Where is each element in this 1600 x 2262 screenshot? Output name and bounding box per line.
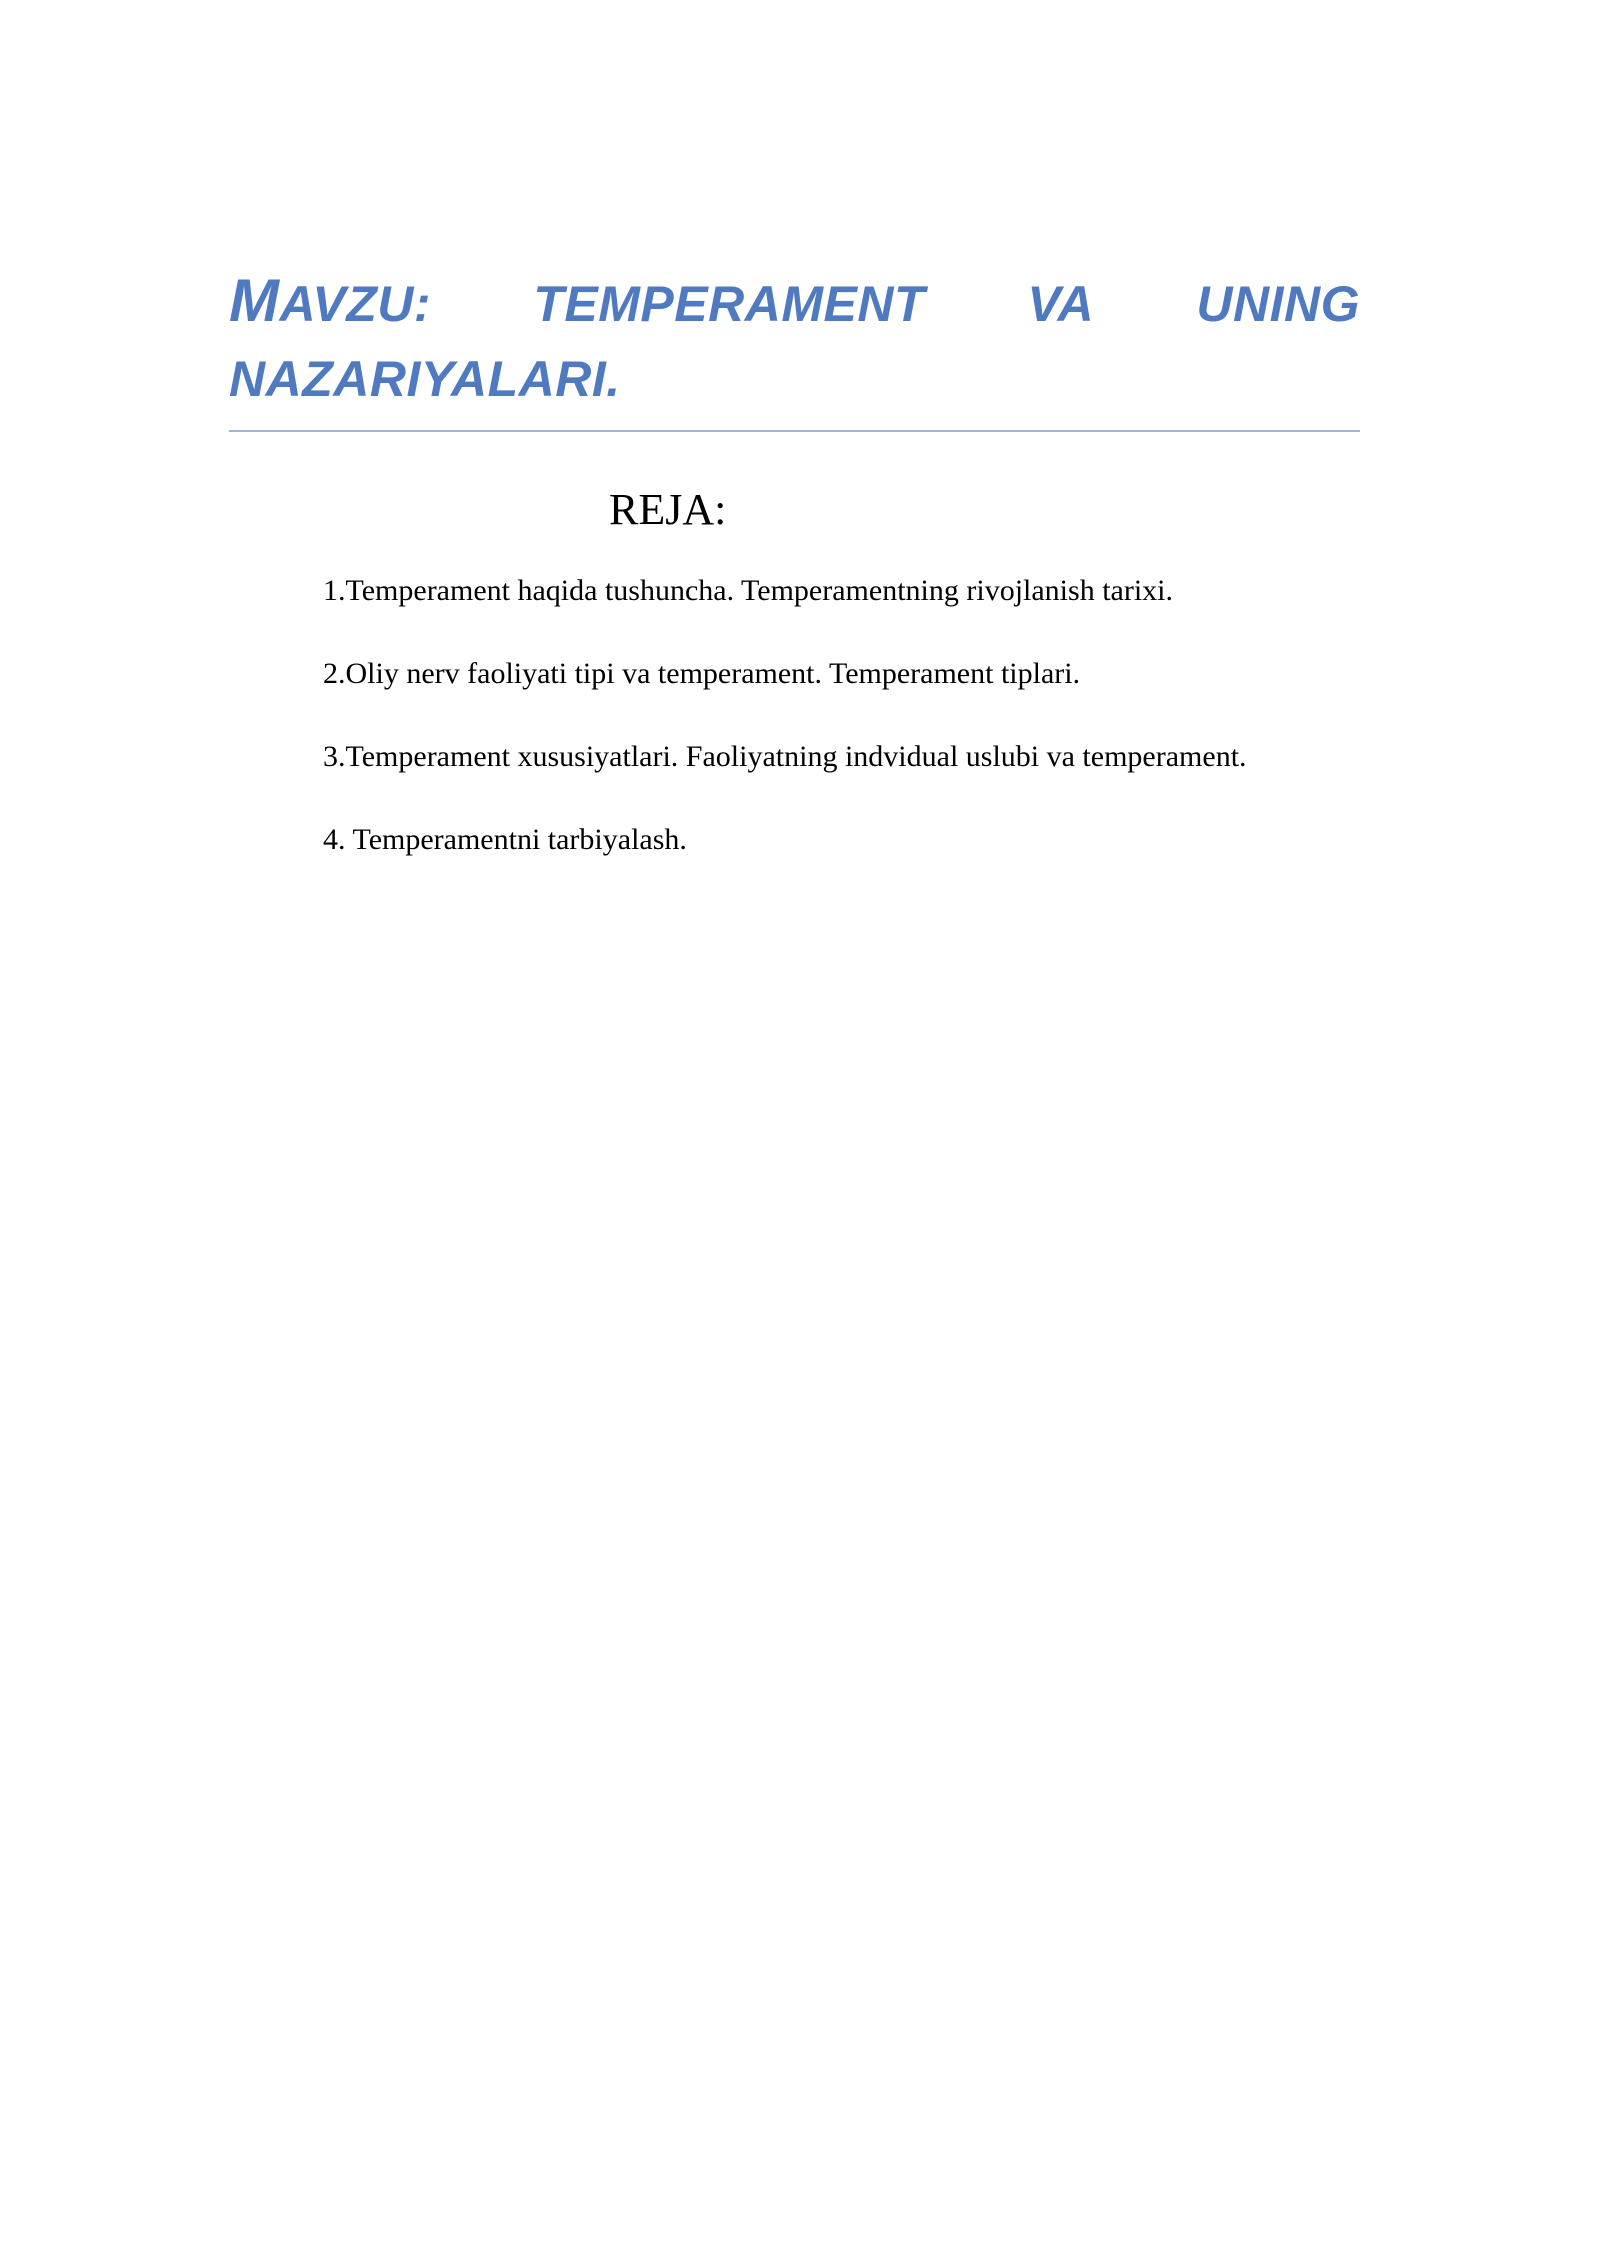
plan-item: 2.Oliy nerv faoliyati tipi va temperament. Temperament tiplari. [323, 657, 1081, 690]
title-word-mavzu [229, 262, 431, 343]
plan-item: 1.Temperament haqida tushuncha. Temperamentning rivojlanish tarixi. [323, 574, 1174, 607]
plan-item: 3.Temperament xususiyatlari. Faoliyatning indvidual uslubi va temperament. [323, 740, 1247, 773]
title-initial-capital: M [229, 267, 280, 334]
document-title [229, 262, 1360, 418]
plan-list [323, 566, 1383, 898]
title-divider [229, 430, 1360, 432]
plan-item: 4. Temperamentni tarbiyalash. [323, 823, 687, 856]
plan-heading: REJA: [609, 485, 727, 534]
title-word-va: VA [1027, 276, 1095, 332]
title-word-temperament: TEMPERAMENT [533, 276, 925, 332]
title-line-1 [229, 262, 1360, 340]
title-word-uning: UNING [1196, 276, 1360, 332]
title-word-rest: AVZU: [279, 276, 432, 332]
title-line-2: NAZARIYALARI. [229, 351, 621, 407]
